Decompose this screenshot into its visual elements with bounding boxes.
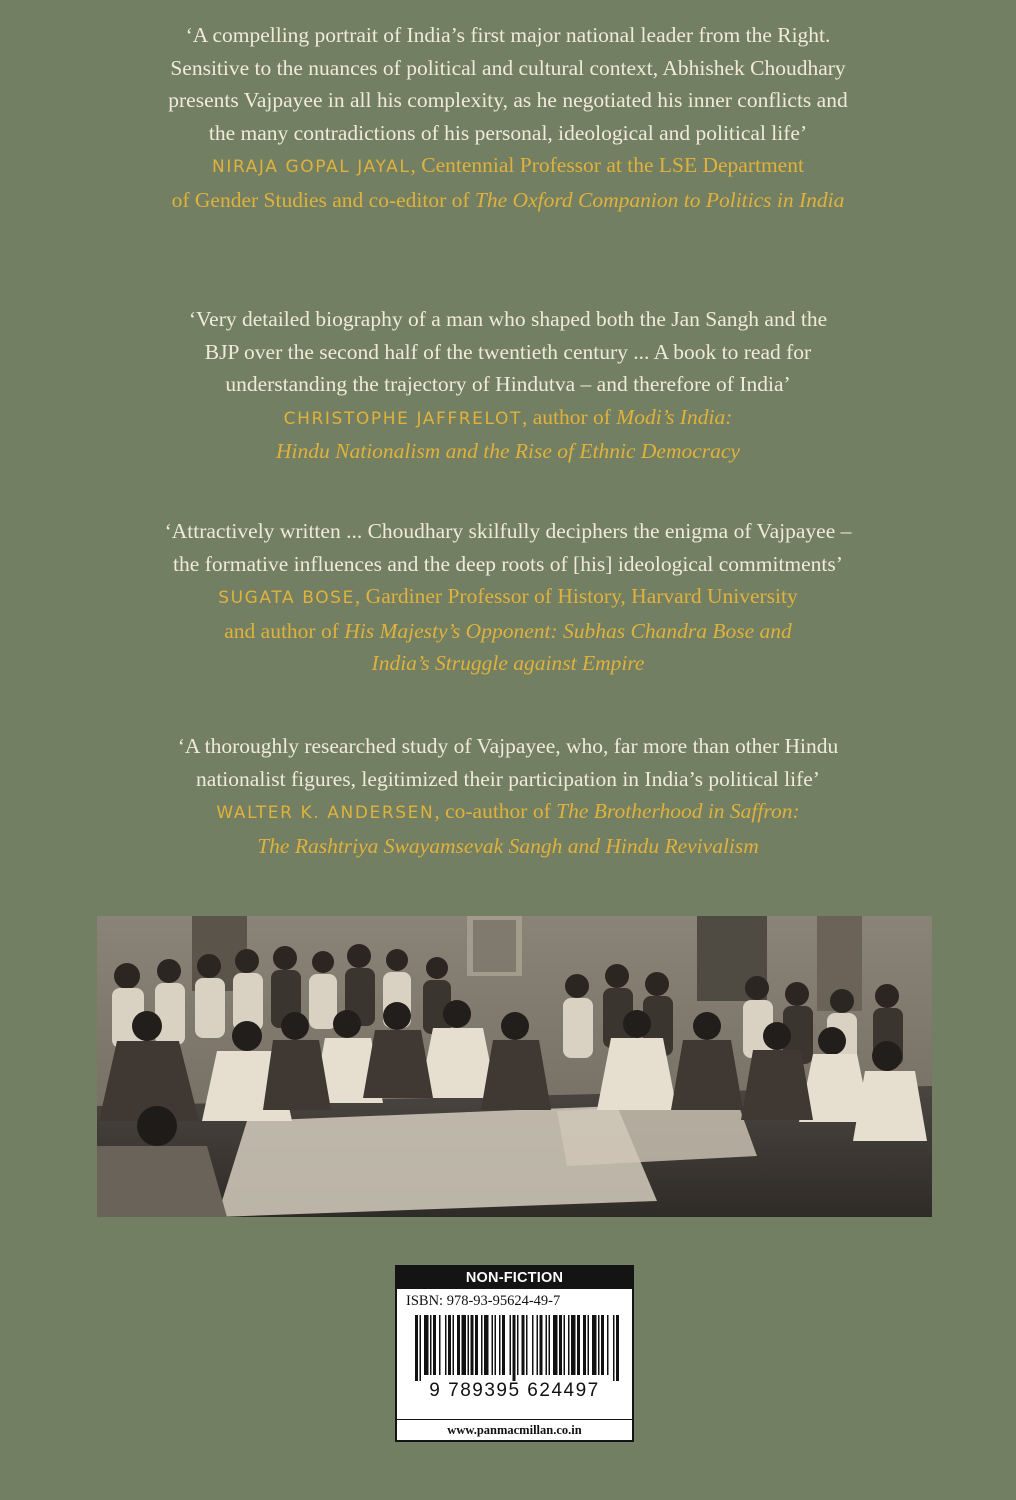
attribution-line (60, 149, 956, 184)
quote-line: the many contradictions of his personal, ideological and political life’ (208, 120, 808, 145)
barcode-stripe (522, 1315, 525, 1375)
reviewer-title: , author of (521, 404, 617, 429)
blurb-2 (60, 303, 956, 468)
reviewer-title: and author of (224, 618, 345, 643)
reviewer-name: CHRISTOPHE JAFFRELOT (283, 408, 522, 429)
barcode-stripe (499, 1315, 501, 1375)
reviewer-name: WALTER K. ANDERSEN (216, 803, 435, 823)
barcode-stripe (448, 1315, 451, 1375)
barcode-stripe (492, 1315, 494, 1375)
reviewer-name: NIRAJA GOPAL JAYAL (212, 157, 411, 177)
barcode-stripe (462, 1315, 467, 1375)
quote-line: ‘A compelling portrait of India’s first major national leader from the Right. (185, 23, 831, 47)
reviewer-name: SUGATA BOSE (218, 588, 355, 608)
barcode-stripe (424, 1315, 429, 1375)
barcode-stripe (510, 1315, 512, 1375)
barcode-stripe (601, 1315, 604, 1375)
barcode-stripe (439, 1315, 441, 1375)
blurb-3 (60, 515, 956, 680)
barcode-stripe (513, 1315, 516, 1381)
book-title: Hindu Nationalism and the Rise of Ethnic Democracy (276, 439, 740, 463)
barcode-stripe (430, 1315, 432, 1375)
book-title: The Oxford Companion to Politics in India (474, 187, 845, 212)
blurb-1 (60, 19, 956, 216)
quote-line: understanding the trajectory of Hindutva – and therefore of India’ (225, 372, 791, 396)
book-title: His Majesty’s Opponent: Subhas Chandra Bose and (344, 618, 792, 643)
barcode-stripe (546, 1315, 548, 1375)
barcode-stripe (549, 1315, 551, 1375)
blurb-4 (60, 730, 956, 862)
attribution-line (60, 184, 956, 217)
photo-illustration (97, 916, 932, 1217)
barcode-stripe (495, 1315, 497, 1375)
reviewer-title: , Centennial Professor at the LSE Department (410, 153, 804, 177)
quote-line: Sensitive to the nuances of political and cultural context, Abhishek Choudhary (170, 55, 846, 80)
barcode-stripe (592, 1315, 597, 1375)
barcode-stripe (613, 1315, 615, 1381)
barcode-stripe (598, 1315, 600, 1375)
barcode-stripe (433, 1315, 436, 1375)
barcode-stripe (583, 1315, 586, 1375)
barcode-stripe (484, 1315, 489, 1375)
attribution-line (60, 795, 956, 830)
barcode-stripe (502, 1315, 505, 1375)
attribution-line (60, 615, 956, 648)
barcode-stripe (415, 1315, 418, 1381)
barcode-stripe (588, 1315, 590, 1375)
quote-line: ‘A thoroughly researched study of Vajpayee, who, far more than other Hindu (177, 734, 839, 758)
book-title: Modi’s India: (616, 404, 733, 429)
barcode-stripe (420, 1315, 422, 1381)
publisher-url: www.panmacmillan.co.in (397, 1419, 632, 1440)
barcode-stripe (553, 1315, 558, 1375)
quote-line: nationalist figures, legitimized their participation in India’s political life’ (196, 766, 820, 791)
reviewer-title: , co-author of (434, 799, 557, 823)
quote-line: ‘Attractively written ... Choudhary skilfully deciphers the enigma of Vajpayee – (164, 519, 852, 543)
barcode-number: 9 789395 624497 (429, 1380, 600, 1401)
barcode-stripe (475, 1315, 478, 1375)
book-title: The Brotherhood in Saffron: (556, 799, 800, 823)
group-photograph (97, 916, 932, 1217)
quote-line: presents Vajpayee in all his complexity, as he negotiated his inner conflicts and (168, 88, 848, 112)
quote-line: ‘Very detailed biography of a man who shaped both the Jan Sangh and the (188, 307, 828, 331)
barcode-stripe (517, 1315, 519, 1375)
barcode-block (395, 1265, 634, 1442)
barcode-stripe (481, 1315, 483, 1375)
barcode-stripe (445, 1315, 447, 1375)
barcode-stripe (453, 1315, 455, 1375)
barcode-stripe (577, 1315, 580, 1375)
reviewer-title: of Gender Studies and co-editor of (171, 187, 475, 212)
book-title: India’s Struggle against Empire (371, 651, 645, 675)
barcode-stripe (526, 1315, 528, 1375)
attribution-line (60, 401, 956, 436)
barcode-stripe (564, 1315, 566, 1375)
reviewer-title: , Gardiner Professor of History, Harvard University (354, 584, 798, 608)
barcode-stripe (559, 1315, 562, 1375)
barcode-stripe (568, 1315, 570, 1375)
barcode-stripe (468, 1315, 470, 1375)
quote-line: BJP over the second half of the twentieth century ... A book to read for (204, 339, 812, 364)
barcode-icon (397, 1313, 632, 1381)
barcode-stripe (532, 1315, 534, 1375)
barcode-stripe (540, 1315, 543, 1375)
quote-line: the formative influences and the deep roots of [his] ideological commitments’ (173, 551, 843, 576)
barcode-stripe (537, 1315, 539, 1375)
attribution-line (60, 580, 956, 615)
book-title: The Rashtriya Swayamsevak Sangh and Hindu Revivalism (257, 833, 759, 858)
barcode-stripe (471, 1315, 474, 1375)
barcode-stripe (607, 1315, 609, 1375)
isbn-text: ISBN: 978-93-95624-49-7 (406, 1293, 561, 1309)
category-label: NON-FICTION (397, 1267, 632, 1289)
barcode-stripe (457, 1315, 460, 1375)
barcode-stripe (616, 1315, 619, 1381)
barcode-stripe (571, 1315, 576, 1375)
